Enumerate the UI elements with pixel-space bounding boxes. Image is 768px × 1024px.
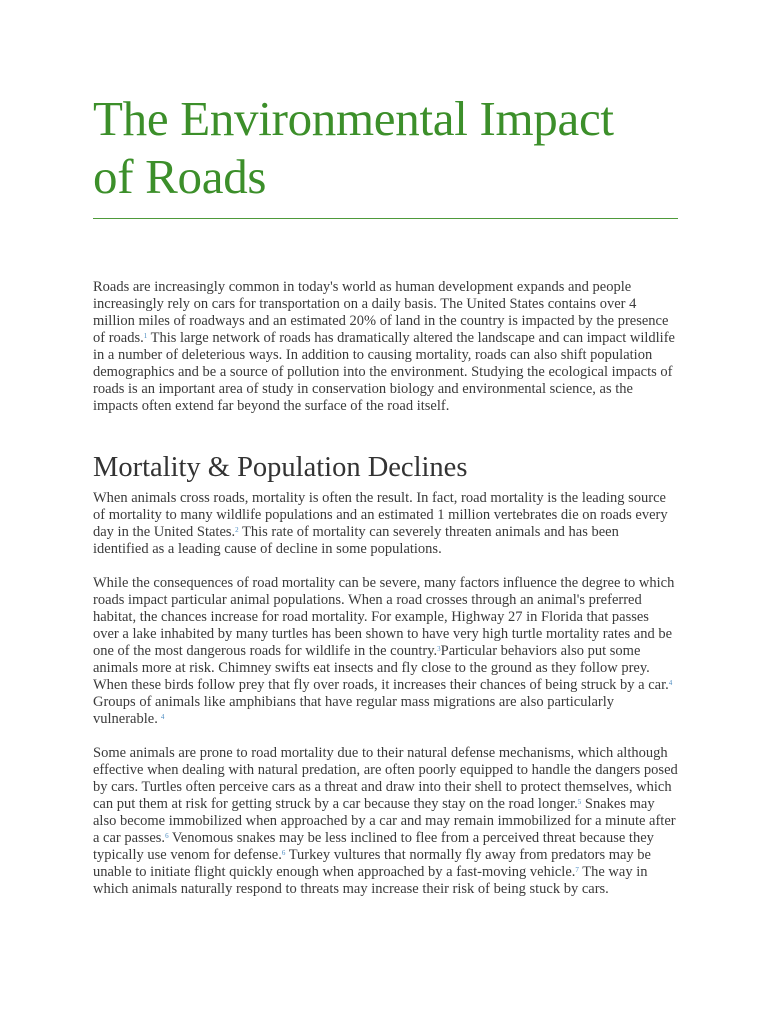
paragraph-text: Turkey vultures that normally fly away from predators may be unable to initiate flight quickly enough when approached by a fast-moving vehicle. xyxy=(93,847,651,880)
footnote-ref[interactable]: 4 xyxy=(160,713,165,721)
paragraph-text: This rate of mortality can severely threaten animals and has been identified as a leading cause of decline in some populations. xyxy=(93,524,619,557)
footnote-ref[interactable]: 5 xyxy=(577,798,582,806)
footnote-ref[interactable]: 3 xyxy=(437,645,441,653)
paragraph-text: Snakes may also become immobilized when approached by a car and may remain immobilized for a minute after a car passes. xyxy=(93,796,676,846)
paragraph-text: Venomous snakes may be less inclined to flee from a perceived threat because they typically use venom for defense. xyxy=(93,830,654,863)
document-page xyxy=(93,90,678,898)
paragraph-text: Groups of animals like amphibians that have regular mass migrations are also particularly vulnerable. xyxy=(93,694,615,727)
mortality-paragraph-2 xyxy=(93,575,678,728)
intro-text-2: This large network of roads has dramatically altered the landscape and can impact wildlife in a number of deleterious ways. In addition to causing mortality, roads can also shift population demographics and be a source of pollution into the environment. Studying the ecological impacts of roads is an important area of study in conservation biology and environmental science, as the impacts often extend far beyond the surface of the road itself. xyxy=(93,330,675,414)
footnote-ref[interactable]: 7 xyxy=(575,866,579,874)
paragraph-text: Some animals are prone to road mortality due to their natural defense mechanisms, which although effective when dealing with natural predation, are often poorly equipped to handle the dangers posed by cars. Turtles often perceive cars as a threat and draw into their shell to protect themselves, which can put them at risk for getting struck by a car because they stay on the road longer. xyxy=(93,745,678,812)
paragraph-text: When animals cross roads, mortality is often the result. In fact, road mortality is the leading source of mortality to many wildlife populations and an estimated 1 million vertebrates die on roads every day in the United States. xyxy=(93,490,668,540)
mortality-paragraph-1 xyxy=(93,490,678,558)
document-title xyxy=(93,90,678,206)
section-heading: Mortality & Population Declines xyxy=(93,452,468,483)
intro-text-1: Roads are increasingly common in today's world as human development expands and people increasingly rely on cars for transportation on a daily basis. The United States contains over 4 million miles of roadways and an estimated 20% of land in the country is impacted by the presence of roads. xyxy=(93,279,669,346)
title-line-2: of Roads xyxy=(93,149,267,204)
intro-paragraph xyxy=(93,279,678,415)
footnote-ref[interactable]: 2 xyxy=(235,526,239,534)
title-line-1: The Environmental Impact xyxy=(93,91,614,146)
footnote-ref[interactable]: 1 xyxy=(143,332,148,340)
paragraph-text: Particular behaviors also put some animals more at risk. Chimney swifts eat insects and fly close to the ground as they follow prey. When these birds follow prey that fly over roads, it increases their chances of being struck by a car. xyxy=(93,643,669,693)
paragraph-text: The way in which animals naturally respond to threats may increase their risk of being stuck by cars. xyxy=(93,864,648,897)
title-divider xyxy=(93,218,678,219)
footnote-ref[interactable]: 4 xyxy=(668,679,673,687)
footnote-ref[interactable]: 6 xyxy=(165,832,169,840)
paragraph-text: While the consequences of road mortality can be severe, many factors influence the degree to which roads impact particular animal populations. When a road crosses through an animal's preferred habitat, the chances increase for road mortality. For example, Highway 27 in Florida that passes over a lake inhabited by many turtles has been shown to have very high turtle mortality rates and be one of the most dangerous roads for wildlife in the country. xyxy=(93,575,675,659)
footnote-ref[interactable]: 6 xyxy=(281,849,286,857)
mortality-paragraph-3 xyxy=(93,745,678,898)
